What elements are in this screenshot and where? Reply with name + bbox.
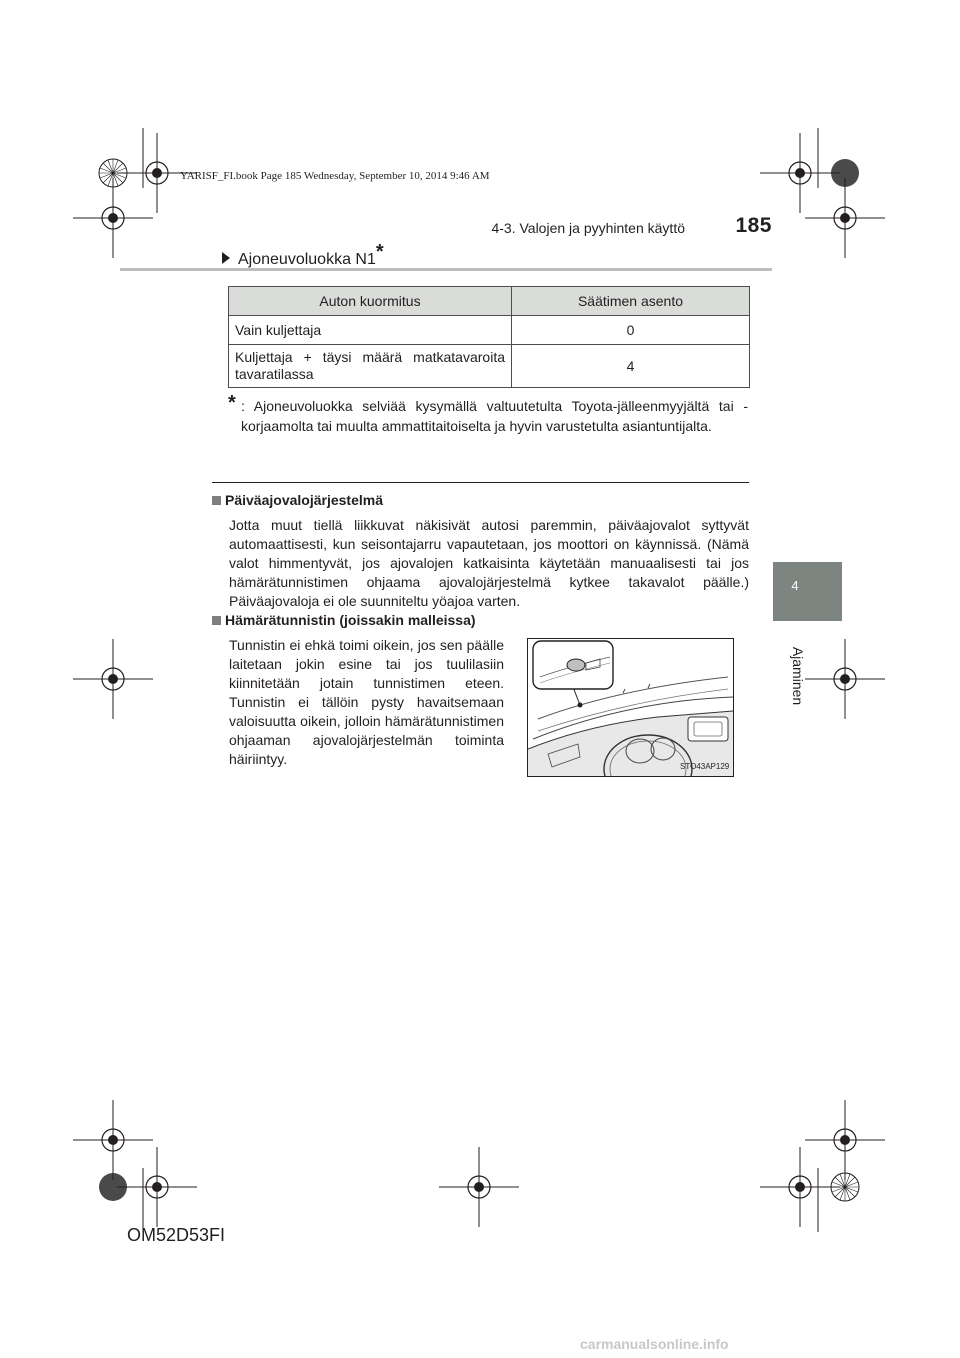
dashboard-sensor-illustration xyxy=(527,638,734,777)
table-row xyxy=(229,316,750,345)
table-cell: Vain kuljettaja xyxy=(229,316,512,345)
vehicle-class-heading: Ajoneuvoluokka N1* xyxy=(222,251,384,269)
table-cell: Kuljettaja + täysi määrä matkatavaroita tavaratilassa xyxy=(229,345,512,388)
footnote-marker: * xyxy=(375,241,384,263)
section-text-daytime-lights: Jotta muut tiellä liikkuvat näkisivät autosi paremmin, päiväajovalot syttyvät automaattisesti, kun seisontajarru vapautetaan, jos moottori on käynnissä. (Nämä valot himmentyvät, jos ajovalojen katkaisinta käytetään manuaalisesti tai jos hämärätunnistimen ohjaama ajovalojärjestelmä kytkee takavalot päälle.) Päiväajovaloja ei ole suunniteltu yöajoa varten. xyxy=(229,517,749,609)
square-bullet-icon xyxy=(212,616,221,625)
footnote xyxy=(228,392,748,436)
page-number: 185 xyxy=(735,214,772,237)
figure-code: STO43AP129 xyxy=(680,762,730,771)
footnote-text: : Ajoneuvoluokka selviää kysymällä valtuutetulta Toyota-jälleenmyyjältä tai -korjaamolta tai muulta ammattitaitoiselta ja hyvin varustetulta asiantuntijalta. xyxy=(241,398,748,434)
section-title-daytime-lights: Päiväajovalojärjestelmä xyxy=(212,492,383,508)
table-header-row xyxy=(229,287,750,316)
table-cell: 0 xyxy=(512,316,750,345)
table-row xyxy=(229,345,750,388)
square-bullet-icon xyxy=(212,496,221,505)
header-rule xyxy=(120,268,772,271)
dashboard-icon xyxy=(528,639,733,776)
book-info: YARISF_FI.book Page 185 Wednesday, September 10, 2014 9:46 AM xyxy=(180,170,490,182)
table-header-cell: Auton kuormitus xyxy=(229,287,512,316)
footnote-star: * xyxy=(228,392,236,414)
triangle-bullet-icon xyxy=(222,252,230,264)
watermark: carmanualsonline.info xyxy=(580,1336,729,1352)
section-divider xyxy=(212,482,749,483)
table-cell: 4 xyxy=(512,345,750,388)
section-title-light-sensor: Hämärätunnistin (joissakin malleissa) xyxy=(212,612,476,628)
section-text-light-sensor: Tunnistin ei ehkä toimi oikein, jos sen päälle laitetaan jokin esine tai jos tuulilasiin kiinnitetään jotain tunnistimen eteen. Tunnistin ei tällöin pysty havaitsemaan valoisuutta oikein, jolloin hämärätunnistimen ohjaaman ajovalojärjestelmän toiminta häiriintyy. xyxy=(229,637,504,767)
footer-code: OM52D53FI xyxy=(127,1225,226,1245)
chapter-tab-label: Ajaminen xyxy=(790,646,806,706)
header-section-title: 4-3. Valojen ja pyyhinten käyttö xyxy=(491,220,685,236)
table-header-cell: Säätimen asento xyxy=(512,287,750,316)
load-table xyxy=(228,286,750,388)
chapter-tab-number: 4 xyxy=(791,578,799,593)
